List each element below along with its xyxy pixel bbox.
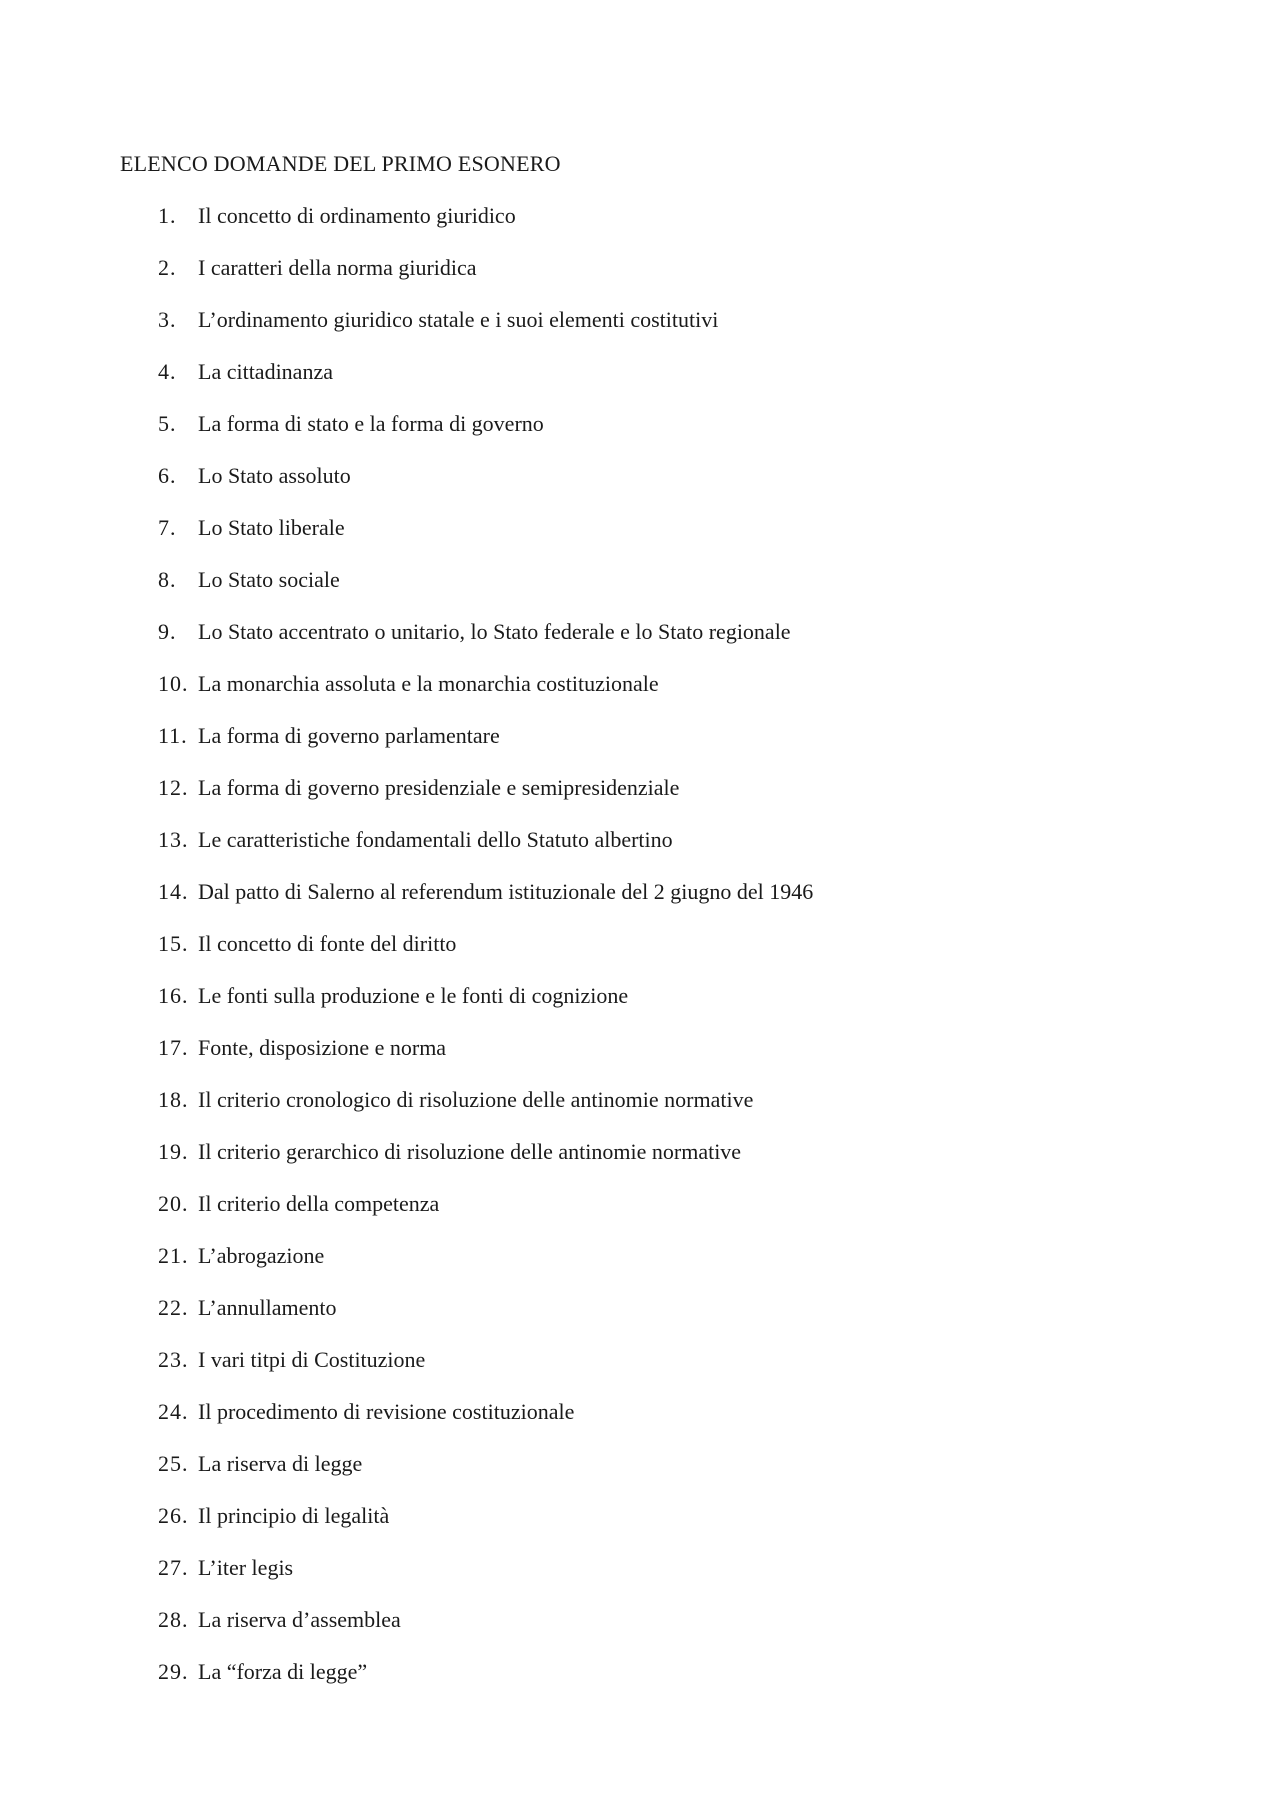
question-number: 4.	[158, 359, 177, 384]
question-number: 28.	[158, 1607, 189, 1632]
question-text: Il concetto di fonte del diritto	[198, 931, 457, 956]
question-text: Il criterio della competenza	[198, 1191, 440, 1216]
question-text: Lo Stato sociale	[198, 567, 340, 592]
question-text: I vari titpi di Costituzione	[198, 1347, 426, 1372]
question-number: 21.	[158, 1243, 189, 1268]
question-text: L’iter legis	[198, 1555, 294, 1580]
question-number: 13.	[158, 827, 189, 852]
question-text: La “forza di legge”	[198, 1659, 368, 1684]
question-text: Fonte, disposizione e norma	[198, 1035, 447, 1060]
question-number: 10.	[158, 671, 189, 696]
question-number: 5.	[158, 411, 177, 436]
question-number: 20.	[158, 1191, 189, 1216]
question-number: 24.	[158, 1399, 189, 1424]
question-text: La monarchia assoluta e la monarchia costituzionale	[198, 671, 659, 696]
question-text: I caratteri della norma giuridica	[198, 255, 477, 280]
question-text: La cittadinanza	[198, 359, 333, 384]
question-text: Lo Stato assoluto	[198, 463, 351, 488]
question-number: 29.	[158, 1659, 189, 1684]
document-title: ELENCO DOMANDE DEL PRIMO ESONERO	[120, 151, 561, 176]
question-number: 25.	[158, 1451, 189, 1476]
question-text: Lo Stato accentrato o unitario, lo Stato federale e lo Stato regionale	[198, 619, 791, 644]
question-number: 23.	[158, 1347, 189, 1372]
question-number: 19.	[158, 1139, 189, 1164]
question-text: Dal patto di Salerno al referendum istituzionale del 2 giugno del 1946	[198, 879, 814, 904]
question-text: Il principio di legalità	[198, 1503, 390, 1528]
question-text: L’abrogazione	[198, 1243, 325, 1268]
question-text: Il criterio gerarchico di risoluzione delle antinomie normative	[198, 1139, 742, 1164]
question-number: 18.	[158, 1087, 189, 1112]
question-number: 6.	[158, 463, 177, 488]
question-text: La forma di governo parlamentare	[198, 723, 500, 748]
question-number: 2.	[158, 255, 177, 280]
question-number: 11.	[158, 723, 188, 748]
question-text: Il concetto di ordinamento giuridico	[198, 203, 516, 228]
question-number: 17.	[158, 1035, 189, 1060]
question-number: 14.	[158, 879, 189, 904]
question-number: 8.	[158, 567, 177, 592]
question-number: 9.	[158, 619, 177, 644]
question-text: Il criterio cronologico di risoluzione delle antinomie normative	[198, 1087, 754, 1112]
question-text: Il procedimento di revisione costituzionale	[198, 1399, 575, 1424]
question-text: La forma di governo presidenziale e semipresidenziale	[198, 775, 680, 800]
question-number: 22.	[158, 1295, 189, 1320]
question-text: Lo Stato liberale	[198, 515, 345, 540]
question-number: 3.	[158, 307, 177, 332]
question-text: L’annullamento	[198, 1295, 337, 1320]
question-number: 16.	[158, 983, 189, 1008]
question-text: Le caratteristiche fondamentali dello Statuto albertino	[198, 827, 673, 852]
question-number: 7.	[158, 515, 177, 540]
question-text: L’ordinamento giuridico statale e i suoi elementi costitutivi	[198, 307, 719, 332]
question-text: Le fonti sulla produzione e le fonti di cognizione	[198, 983, 629, 1008]
question-number: 15.	[158, 931, 189, 956]
question-text: La riserva di legge	[198, 1451, 363, 1476]
question-number: 1.	[158, 203, 177, 228]
question-number: 26.	[158, 1503, 189, 1528]
question-number: 27.	[158, 1555, 189, 1580]
question-number: 12.	[158, 775, 189, 800]
question-text: La forma di stato e la forma di governo	[198, 411, 544, 436]
question-text: La riserva d’assemblea	[198, 1607, 401, 1632]
